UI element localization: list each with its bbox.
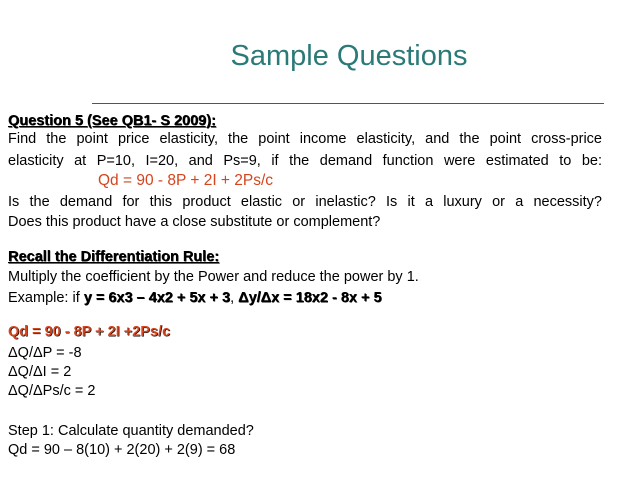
derivative-price: ΔQ/ΔP = -8 bbox=[8, 345, 82, 361]
example-separator: , bbox=[230, 290, 239, 306]
example-derivative: Δy/Δx = 18x2 - 8x + 5 bbox=[238, 290, 382, 306]
page-title: Sample Questions bbox=[230, 40, 468, 72]
question-text-line-3: Is the demand for this product elastic or inelastic? Is it a luxury or a necessity? bbox=[8, 194, 602, 210]
derivative-equation: Qd = 90 - 8P + 2I +2Ps/c bbox=[8, 324, 171, 340]
example-line bbox=[8, 289, 382, 307]
recall-heading: Recall the Differentiation Rule: bbox=[8, 249, 220, 265]
recall-rule-text: Multiply the coefficient by the Power and reduce the power by 1. bbox=[8, 269, 419, 285]
example-function: y = 6x3 – 4x2 + 5x + 3 bbox=[83, 290, 231, 306]
example-prefix: Example: if bbox=[8, 290, 84, 306]
question-heading: Question 5 (See QB1- S 2009): bbox=[8, 113, 216, 129]
question-text-line-1: Find the point price elasticity, the point income elasticity, and the point cross-price bbox=[8, 131, 602, 147]
derivative-cross-price: ΔQ/ΔPs/c = 2 bbox=[8, 383, 96, 399]
derivative-income: ΔQ/ΔI = 2 bbox=[8, 364, 72, 380]
demand-equation: Qd = 90 - 8P + 2I + 2Ps/c bbox=[98, 172, 274, 189]
question-text-line-2: elasticity at P=10, I=20, and Ps=9, if the demand function were estimated to be: bbox=[8, 153, 602, 169]
title-divider bbox=[92, 103, 604, 104]
step-1-calculation: Qd = 90 – 8(10) + 2(20) + 2(9) = 68 bbox=[8, 442, 236, 458]
step-1-label: Step 1: Calculate quantity demanded? bbox=[8, 423, 254, 439]
question-text-line-4: Does this product have a close substitute or complement? bbox=[8, 214, 381, 230]
